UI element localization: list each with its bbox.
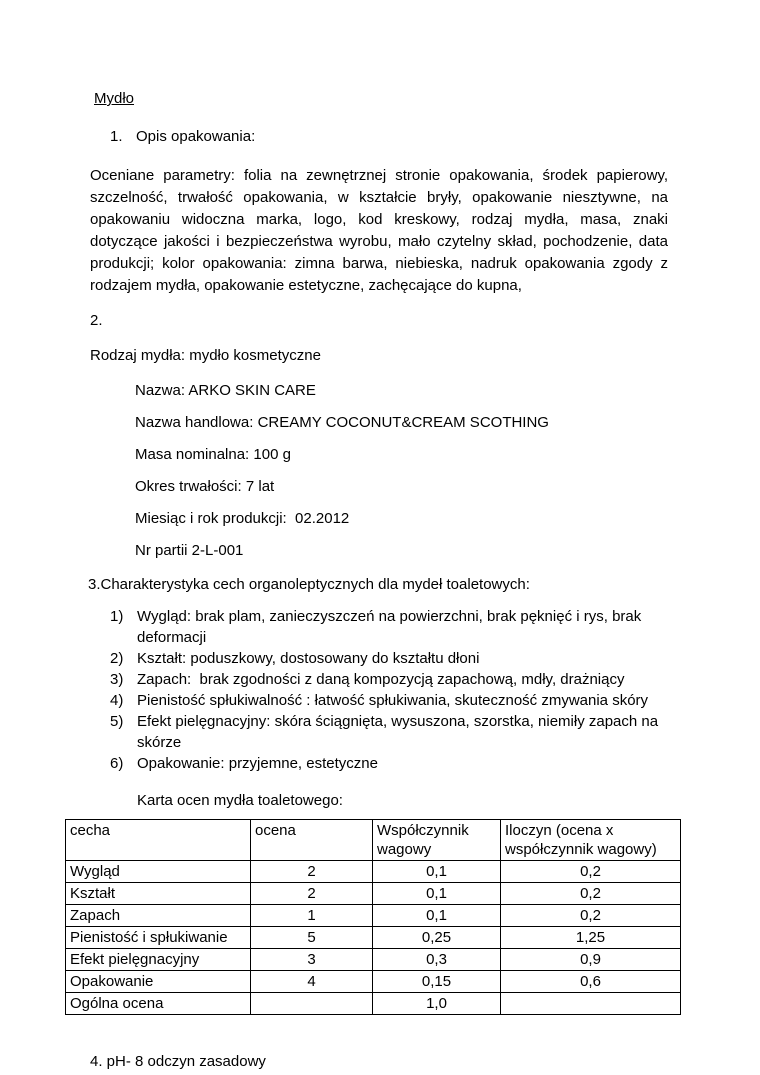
cell-wspolczynnik: 0,1 <box>373 905 501 927</box>
list-item <box>110 690 668 711</box>
section-1-heading-text: Opis opakowania: <box>136 128 256 145</box>
cell-ocena: 3 <box>251 949 373 971</box>
section-2-intro: Rodzaj mydła: mydło kosmetyczne <box>90 347 321 364</box>
cell-cecha: Kształt <box>66 883 251 905</box>
section-1-number: 1. <box>110 128 123 145</box>
detail-line: Nazwa handlowa: CREAMY COCONUT&CREAM SCOTHING <box>135 414 549 431</box>
section-3-heading: 3.Charakterystyka cech organoleptycznych dla mydeł toaletowych: <box>88 576 530 593</box>
list-item-number: 1) <box>110 608 124 625</box>
header-wspolczynnik: Współczynnik wagowy <box>373 820 501 861</box>
cell-iloczyn: 0,9 <box>501 949 681 971</box>
list-item-number: 5) <box>110 713 124 730</box>
list-item-number: 2) <box>110 650 124 667</box>
table-caption: Karta ocen mydła toaletowego: <box>137 792 343 809</box>
cell-iloczyn: 0,2 <box>501 883 681 905</box>
table-row <box>66 993 681 1015</box>
cell-ocena: 2 <box>251 861 373 883</box>
cell-wspolczynnik: 0,1 <box>373 883 501 905</box>
table-row <box>66 927 681 949</box>
list-item <box>110 648 668 669</box>
detail-line: Masa nominalna: 100 g <box>135 446 291 463</box>
cell-cecha: Zapach <box>66 905 251 927</box>
cell-cecha: Pienistość i spłukiwanie <box>66 927 251 949</box>
cell-ocena: 4 <box>251 971 373 993</box>
detail-line: Nr partii 2-L-001 <box>135 542 244 559</box>
table-row <box>66 971 681 993</box>
section-4-text: 4. pH- 8 odczyn zasadowy <box>90 1053 266 1070</box>
cell-cecha: Wygląd <box>66 861 251 883</box>
document-title: Mydło <box>94 90 135 107</box>
detail-line: Miesiąc i rok produkcji: 02.2012 <box>135 510 350 527</box>
detail-line: Nazwa: ARKO SKIN CARE <box>135 382 316 399</box>
cell-ocena: 2 <box>251 883 373 905</box>
header-cecha: cecha <box>66 820 251 861</box>
cell-wspolczynnik: 1,0 <box>373 993 501 1015</box>
list-item <box>110 711 668 753</box>
list-item-number: 4) <box>110 692 124 709</box>
table-row <box>66 905 681 927</box>
cell-iloczyn <box>501 993 681 1015</box>
list-item-number: 6) <box>110 755 124 772</box>
section-2-number: 2. <box>90 312 103 329</box>
detail-line: Okres trwałości: 7 lat <box>135 478 275 495</box>
list-item-number: 3) <box>110 671 124 688</box>
table-row <box>66 861 681 883</box>
list-item-text: Efekt pielęgnacyjny: skóra ściągnięta, wysuszona, szorstka, niemiły zapach na skórze <box>137 713 663 751</box>
section-1-paragraph: Oceniane parametry: folia na zewnętrznej stronie opakowania, środek papierowy, szczelność, trwałość opakowania, w kształcie bryły, opakowanie niesztywne, na opakowaniu widoczna marka, logo, kod kreskowy, rodzaj mydła, masa, znaki dotyczące jakości i bezpieczeństwa wyrobu, mało czytelny skład, pochodzenie, data produkcji; kolor opakowania: zimna barwa, niebieska, nadruk opakowania zgody z rodzajem mydła, opakowanie estetyczne, zachęcające do kupna, <box>90 167 668 294</box>
cell-wspolczynnik: 0,15 <box>373 971 501 993</box>
list-item-text: Wygląd: brak plam, zanieczyszczeń na powierzchni, brak pęknięć i rys, brak deformacji <box>137 608 646 646</box>
list-item <box>110 606 668 648</box>
cell-iloczyn: 0,2 <box>501 905 681 927</box>
cell-ocena: 1 <box>251 905 373 927</box>
cell-ocena: 5 <box>251 927 373 949</box>
table-row <box>66 883 681 905</box>
section-3-list <box>110 606 668 774</box>
cell-iloczyn: 0,6 <box>501 971 681 993</box>
cell-cecha: Efekt pielęgnacyjny <box>66 949 251 971</box>
list-item-text: Zapach: brak zgodności z daną kompozycją zapachową, mdły, drażniący <box>137 671 625 688</box>
header-iloczyn: Iloczyn (ocena x współczynnik wagowy) <box>501 820 681 861</box>
section-2-details <box>90 380 668 562</box>
table-header-row <box>66 820 681 861</box>
cell-wspolczynnik: 0,25 <box>373 927 501 949</box>
list-item-text: Kształt: poduszkowy, dostosowany do kształtu dłoni <box>137 650 480 667</box>
cell-wspolczynnik: 0,3 <box>373 949 501 971</box>
cell-cecha: Opakowanie <box>66 971 251 993</box>
list-item <box>110 669 668 690</box>
header-ocena: ocena <box>251 820 373 861</box>
list-item-text: Opakowanie: przyjemne, estetyczne <box>137 755 378 772</box>
cell-ocena <box>251 993 373 1015</box>
evaluation-table <box>65 819 681 1015</box>
cell-cecha: Ogólna ocena <box>66 993 251 1015</box>
list-item-text: Pienistość spłukiwalność : łatwość spłukiwania, skuteczność zmywania skóry <box>137 692 649 709</box>
cell-iloczyn: 0,2 <box>501 861 681 883</box>
section-1-heading <box>110 126 668 148</box>
list-item <box>110 753 668 774</box>
table-row <box>66 949 681 971</box>
cell-wspolczynnik: 0,1 <box>373 861 501 883</box>
cell-iloczyn: 1,25 <box>501 927 681 949</box>
